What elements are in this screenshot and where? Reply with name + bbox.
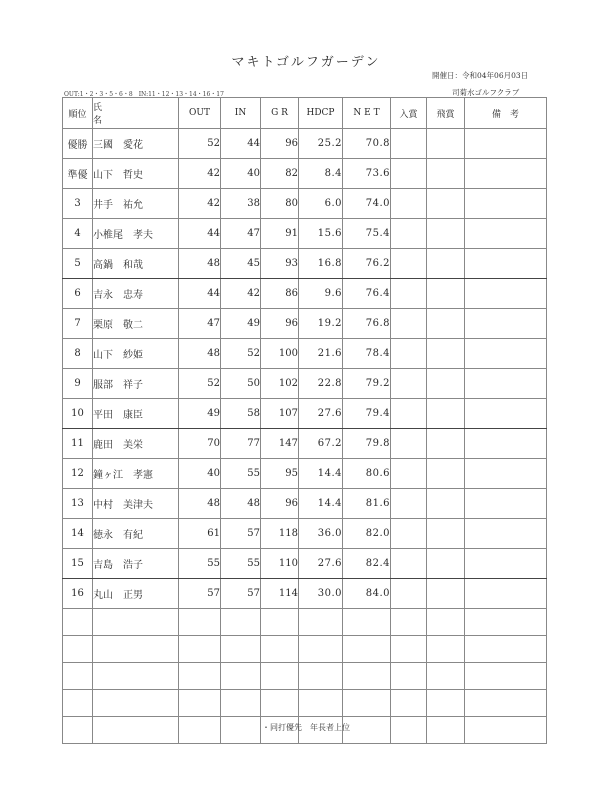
col-net-header: N E T bbox=[343, 98, 391, 129]
cell-remarks bbox=[465, 489, 547, 519]
cell-in: 47 bbox=[221, 219, 261, 249]
table-row bbox=[63, 579, 547, 609]
cell-in: 38 bbox=[221, 189, 261, 219]
cell-gr: 80 bbox=[261, 189, 299, 219]
table-row bbox=[63, 549, 547, 579]
cell-out: 42 bbox=[179, 189, 221, 219]
cell-name: 栗原 敬二 bbox=[93, 309, 179, 339]
cell-remarks bbox=[465, 339, 547, 369]
cell-remarks bbox=[465, 189, 547, 219]
cell-remarks bbox=[465, 279, 547, 309]
cell-in: 42 bbox=[221, 279, 261, 309]
club-name: 司菊水ゴルフクラブ bbox=[452, 88, 520, 97]
hole-selection: OUT:1・2・3・5・6・8 IN:11・12・13・14・16・17 bbox=[64, 91, 224, 98]
cell-in: 57 bbox=[221, 519, 261, 549]
cell-name: 平田 康臣 bbox=[93, 399, 179, 429]
cell-in: 55 bbox=[221, 549, 261, 579]
table-row bbox=[63, 219, 547, 249]
table-row bbox=[63, 339, 547, 369]
cell-flying-prize bbox=[427, 369, 465, 399]
cell-net: 76.2 bbox=[343, 249, 391, 279]
cell-out: 61 bbox=[179, 519, 221, 549]
cell-name: 吉永 忠寿 bbox=[93, 279, 179, 309]
cell-gr: 86 bbox=[261, 279, 299, 309]
cell-hdcp: 27.6 bbox=[299, 399, 343, 429]
cell-flying-prize bbox=[427, 399, 465, 429]
cell-name: 丸山 正男 bbox=[93, 579, 179, 609]
cell-net: 76.4 bbox=[343, 279, 391, 309]
empty-cell bbox=[465, 636, 547, 663]
cell-net: 82.0 bbox=[343, 519, 391, 549]
cell-rank: 12 bbox=[63, 459, 93, 489]
empty-cell bbox=[93, 690, 179, 717]
cell-out: 42 bbox=[179, 159, 221, 189]
empty-cell bbox=[465, 690, 547, 717]
cell-flying-prize bbox=[427, 279, 465, 309]
empty-row bbox=[63, 663, 547, 690]
cell-gr: 110 bbox=[261, 549, 299, 579]
cell-in: 57 bbox=[221, 579, 261, 609]
cell-net: 80.6 bbox=[343, 459, 391, 489]
empty-row bbox=[63, 690, 547, 717]
cell-remarks bbox=[465, 429, 547, 459]
empty-cell bbox=[343, 663, 391, 690]
cell-out: 52 bbox=[179, 369, 221, 399]
table-row bbox=[63, 279, 547, 309]
cell-rank: 準優 bbox=[63, 159, 93, 189]
empty-cell bbox=[63, 636, 93, 663]
cell-gr: 107 bbox=[261, 399, 299, 429]
page-title: マキトゴルフガーデン bbox=[231, 55, 381, 70]
cell-net: 84.0 bbox=[343, 579, 391, 609]
cell-flying-prize bbox=[427, 459, 465, 489]
cell-out: 49 bbox=[179, 399, 221, 429]
cell-name: 三國 愛花 bbox=[93, 129, 179, 159]
empty-cell bbox=[391, 663, 427, 690]
empty-cell bbox=[427, 663, 465, 690]
table-row bbox=[63, 369, 547, 399]
cell-hdcp: 21.6 bbox=[299, 339, 343, 369]
event-date: 開催日：令和04年06月03日 bbox=[432, 71, 529, 80]
cell-hdcp: 67.2 bbox=[299, 429, 343, 459]
cell-out: 48 bbox=[179, 489, 221, 519]
cell-flying-prize bbox=[427, 519, 465, 549]
cell-gr: 95 bbox=[261, 459, 299, 489]
cell-rank: 5 bbox=[63, 249, 93, 279]
col-hdcp-header: HDCP bbox=[299, 98, 343, 129]
cell-hdcp: 14.4 bbox=[299, 459, 343, 489]
table-row bbox=[63, 249, 547, 279]
empty-cell bbox=[261, 663, 299, 690]
col-flying-prize-header: 飛賞 bbox=[427, 98, 465, 129]
empty-cell bbox=[427, 636, 465, 663]
empty-cell bbox=[465, 609, 547, 636]
empty-cell bbox=[221, 636, 261, 663]
cell-entry-prize bbox=[391, 339, 427, 369]
empty-cell bbox=[299, 690, 343, 717]
cell-hdcp: 16.8 bbox=[299, 249, 343, 279]
cell-entry-prize bbox=[391, 219, 427, 249]
cell-rank: 優勝 bbox=[63, 129, 93, 159]
table-row bbox=[63, 519, 547, 549]
cell-net: 75.4 bbox=[343, 219, 391, 249]
table-row bbox=[63, 189, 547, 219]
empty-cell bbox=[261, 690, 299, 717]
table-row bbox=[63, 489, 547, 519]
cell-remarks bbox=[465, 519, 547, 549]
empty-cell bbox=[427, 609, 465, 636]
cell-rank: 16 bbox=[63, 579, 93, 609]
cell-gr: 96 bbox=[261, 489, 299, 519]
cell-in: 44 bbox=[221, 129, 261, 159]
table-row bbox=[63, 429, 547, 459]
cell-rank: 3 bbox=[63, 189, 93, 219]
cell-gr: 147 bbox=[261, 429, 299, 459]
cell-hdcp: 25.2 bbox=[299, 129, 343, 159]
empty-cell bbox=[179, 663, 221, 690]
cell-name: 山下 紗姫 bbox=[93, 339, 179, 369]
empty-cell bbox=[391, 636, 427, 663]
cell-name: 小椎尾 孝夫 bbox=[93, 219, 179, 249]
cell-entry-prize bbox=[391, 429, 427, 459]
col-entry-prize-header: 入賞 bbox=[391, 98, 427, 129]
cell-out: 44 bbox=[179, 279, 221, 309]
cell-hdcp: 22.8 bbox=[299, 369, 343, 399]
cell-remarks bbox=[465, 459, 547, 489]
cell-name: 井手 祐允 bbox=[93, 189, 179, 219]
empty-cell bbox=[179, 690, 221, 717]
empty-cell bbox=[261, 636, 299, 663]
cell-entry-prize bbox=[391, 189, 427, 219]
cell-in: 77 bbox=[221, 429, 261, 459]
cell-in: 52 bbox=[221, 339, 261, 369]
cell-remarks bbox=[465, 579, 547, 609]
cell-rank: 10 bbox=[63, 399, 93, 429]
table-row bbox=[63, 129, 547, 159]
cell-gr: 96 bbox=[261, 309, 299, 339]
cell-name: 中村 美津夫 bbox=[93, 489, 179, 519]
col-remarks-header: 備 考 bbox=[465, 98, 547, 129]
cell-gr: 118 bbox=[261, 519, 299, 549]
cell-entry-prize bbox=[391, 249, 427, 279]
cell-name: 高鍋 和哉 bbox=[93, 249, 179, 279]
empty-cell bbox=[93, 636, 179, 663]
results-body bbox=[63, 129, 547, 744]
empty-cell bbox=[179, 636, 221, 663]
cell-name: 鹿田 美栄 bbox=[93, 429, 179, 459]
cell-hdcp: 27.6 bbox=[299, 549, 343, 579]
col-in-header: IN bbox=[221, 98, 261, 129]
cell-hdcp: 6.0 bbox=[299, 189, 343, 219]
cell-entry-prize bbox=[391, 279, 427, 309]
cell-in: 50 bbox=[221, 369, 261, 399]
empty-cell bbox=[221, 690, 261, 717]
empty-cell bbox=[63, 663, 93, 690]
empty-cell bbox=[465, 663, 547, 690]
header-row bbox=[63, 98, 547, 129]
cell-out: 55 bbox=[179, 549, 221, 579]
cell-out: 70 bbox=[179, 429, 221, 459]
footnote: ・同打優先 年長者上位 bbox=[262, 723, 350, 732]
cell-out: 47 bbox=[179, 309, 221, 339]
cell-gr: 114 bbox=[261, 579, 299, 609]
cell-flying-prize bbox=[427, 189, 465, 219]
cell-in: 48 bbox=[221, 489, 261, 519]
cell-net: 73.6 bbox=[343, 159, 391, 189]
col-rank-header: 順位 bbox=[63, 98, 93, 129]
empty-row bbox=[63, 609, 547, 636]
cell-hdcp: 19.2 bbox=[299, 309, 343, 339]
cell-entry-prize bbox=[391, 549, 427, 579]
empty-cell bbox=[299, 663, 343, 690]
cell-rank: 4 bbox=[63, 219, 93, 249]
cell-out: 52 bbox=[179, 129, 221, 159]
cell-net: 81.6 bbox=[343, 489, 391, 519]
cell-hdcp: 9.6 bbox=[299, 279, 343, 309]
table-row bbox=[63, 159, 547, 189]
cell-rank: 14 bbox=[63, 519, 93, 549]
empty-cell bbox=[343, 690, 391, 717]
cell-gr: 91 bbox=[261, 219, 299, 249]
cell-flying-prize bbox=[427, 249, 465, 279]
cell-out: 40 bbox=[179, 459, 221, 489]
empty-cell bbox=[63, 609, 93, 636]
empty-row bbox=[63, 636, 547, 663]
col-name-header: 氏 名 bbox=[93, 98, 179, 129]
cell-remarks bbox=[465, 399, 547, 429]
cell-net: 74.0 bbox=[343, 189, 391, 219]
empty-cell bbox=[261, 609, 299, 636]
empty-cell bbox=[93, 609, 179, 636]
cell-net: 82.4 bbox=[343, 549, 391, 579]
table-row bbox=[63, 399, 547, 429]
empty-cell bbox=[391, 690, 427, 717]
cell-flying-prize bbox=[427, 489, 465, 519]
empty-cell bbox=[221, 609, 261, 636]
cell-gr: 82 bbox=[261, 159, 299, 189]
cell-flying-prize bbox=[427, 129, 465, 159]
cell-flying-prize bbox=[427, 579, 465, 609]
cell-flying-prize bbox=[427, 219, 465, 249]
cell-remarks bbox=[465, 549, 547, 579]
empty-cell bbox=[63, 690, 93, 717]
cell-hdcp: 8.4 bbox=[299, 159, 343, 189]
cell-remarks bbox=[465, 219, 547, 249]
table-row bbox=[63, 459, 547, 489]
cell-name: 鐘ヶ江 孝憲 bbox=[93, 459, 179, 489]
col-out-header: OUT bbox=[179, 98, 221, 129]
cell-hdcp: 30.0 bbox=[299, 579, 343, 609]
cell-out: 57 bbox=[179, 579, 221, 609]
cell-entry-prize bbox=[391, 309, 427, 339]
empty-cell bbox=[299, 636, 343, 663]
cell-net: 79.2 bbox=[343, 369, 391, 399]
cell-out: 44 bbox=[179, 219, 221, 249]
cell-in: 49 bbox=[221, 309, 261, 339]
cell-hdcp: 14.4 bbox=[299, 489, 343, 519]
cell-net: 76.8 bbox=[343, 309, 391, 339]
cell-out: 48 bbox=[179, 249, 221, 279]
cell-net: 78.4 bbox=[343, 339, 391, 369]
cell-rank: 11 bbox=[63, 429, 93, 459]
results-table bbox=[62, 97, 547, 744]
cell-flying-prize bbox=[427, 159, 465, 189]
cell-net: 79.8 bbox=[343, 429, 391, 459]
cell-in: 55 bbox=[221, 459, 261, 489]
empty-cell bbox=[343, 609, 391, 636]
cell-remarks bbox=[465, 129, 547, 159]
cell-entry-prize bbox=[391, 519, 427, 549]
cell-remarks bbox=[465, 369, 547, 399]
cell-name: 吉島 浩子 bbox=[93, 549, 179, 579]
cell-remarks bbox=[465, 309, 547, 339]
cell-in: 58 bbox=[221, 399, 261, 429]
cell-flying-prize bbox=[427, 429, 465, 459]
cell-rank: 13 bbox=[63, 489, 93, 519]
cell-gr: 96 bbox=[261, 129, 299, 159]
cell-in: 45 bbox=[221, 249, 261, 279]
cell-entry-prize bbox=[391, 399, 427, 429]
cell-flying-prize bbox=[427, 339, 465, 369]
cell-rank: 8 bbox=[63, 339, 93, 369]
cell-flying-prize bbox=[427, 549, 465, 579]
empty-cell bbox=[391, 609, 427, 636]
cell-flying-prize bbox=[427, 309, 465, 339]
empty-cell bbox=[93, 663, 179, 690]
cell-remarks bbox=[465, 249, 547, 279]
cell-entry-prize bbox=[391, 459, 427, 489]
cell-rank: 9 bbox=[63, 369, 93, 399]
cell-gr: 93 bbox=[261, 249, 299, 279]
empty-cell bbox=[427, 690, 465, 717]
cell-name: 徳永 有紀 bbox=[93, 519, 179, 549]
cell-name: 服部 祥子 bbox=[93, 369, 179, 399]
cell-hdcp: 36.0 bbox=[299, 519, 343, 549]
empty-cell bbox=[299, 609, 343, 636]
cell-rank: 15 bbox=[63, 549, 93, 579]
table-row bbox=[63, 309, 547, 339]
cell-rank: 6 bbox=[63, 279, 93, 309]
cell-entry-prize bbox=[391, 489, 427, 519]
empty-cell bbox=[221, 663, 261, 690]
cell-gr: 100 bbox=[261, 339, 299, 369]
cell-hdcp: 15.6 bbox=[299, 219, 343, 249]
col-gr-header: G R bbox=[261, 98, 299, 129]
cell-gr: 102 bbox=[261, 369, 299, 399]
cell-in: 40 bbox=[221, 159, 261, 189]
cell-entry-prize bbox=[391, 129, 427, 159]
cell-rank: 7 bbox=[63, 309, 93, 339]
cell-out: 48 bbox=[179, 339, 221, 369]
empty-cell bbox=[343, 636, 391, 663]
cell-entry-prize bbox=[391, 369, 427, 399]
cell-entry-prize bbox=[391, 579, 427, 609]
cell-net: 70.8 bbox=[343, 129, 391, 159]
empty-cell bbox=[179, 609, 221, 636]
cell-name: 山下 哲史 bbox=[93, 159, 179, 189]
cell-remarks bbox=[465, 159, 547, 189]
cell-net: 79.4 bbox=[343, 399, 391, 429]
cell-entry-prize bbox=[391, 159, 427, 189]
